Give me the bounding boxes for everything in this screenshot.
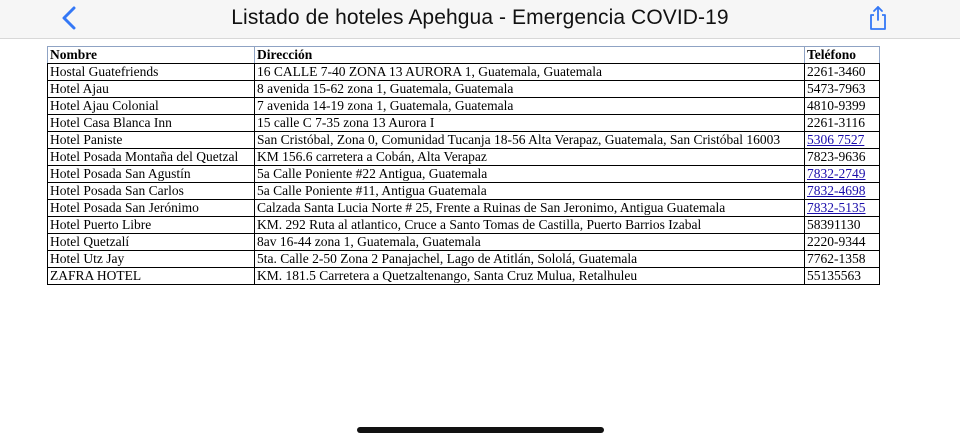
home-indicator[interactable] xyxy=(357,427,604,433)
hotel-address: 15 calle C 7-35 zona 13 Aurora I xyxy=(255,115,805,132)
hotel-table xyxy=(47,46,880,285)
hotel-phone: 58391130 xyxy=(805,217,880,234)
hotel-name: ZAFRA HOTEL xyxy=(48,268,255,285)
hotel-address: KM. 292 Ruta al atlantico, Cruce a Santo Tomas de Castilla, Puerto Barrios Izabal xyxy=(255,217,805,234)
hotel-address: 5a Calle Poniente #11, Antigua Guatemala xyxy=(255,183,805,200)
header-phone: Teléfono xyxy=(805,47,880,64)
hotel-name: Hotel Puerto Libre xyxy=(48,217,255,234)
table-body xyxy=(48,64,880,285)
hotel-phone: 2261-3116 xyxy=(805,115,880,132)
hotel-name: Hotel Paniste xyxy=(48,132,255,149)
hotel-phone: 2261-3460 xyxy=(805,64,880,81)
navigation-bar xyxy=(0,0,960,39)
table-row xyxy=(48,98,880,115)
hotel-phone-cell xyxy=(805,200,880,217)
table-row xyxy=(48,251,880,268)
hotel-address: San Cristóbal, Zona 0, Comunidad Tucanja 18-56 Alta Verapaz, Guatemala, San Cristóbal 16003 xyxy=(255,132,805,149)
hotel-address: 16 CALLE 7-40 ZONA 13 AURORA 1, Guatemala, Guatemala xyxy=(255,64,805,81)
hotel-address: 5a Calle Poniente #22 Antigua, Guatemala xyxy=(255,166,805,183)
hotel-phone: 2220-9344 xyxy=(805,234,880,251)
table-row xyxy=(48,200,880,217)
table-row xyxy=(48,115,880,132)
header-address: Dirección xyxy=(255,47,805,64)
phone-link[interactable]: 7832-5135 xyxy=(807,200,866,215)
table-row xyxy=(48,149,880,166)
table-row xyxy=(48,268,880,285)
hotel-phone: 7762-1358 xyxy=(805,251,880,268)
phone-link[interactable]: 7832-2749 xyxy=(807,166,866,181)
table-row xyxy=(48,81,880,98)
table-header xyxy=(48,47,880,64)
hotel-name: Hotel Quetzalí xyxy=(48,234,255,251)
hotel-name: Hotel Posada San Carlos xyxy=(48,183,255,200)
hotel-name: Hostal Guatefriends xyxy=(48,64,255,81)
hotel-address: KM. 181.5 Carretera a Quetzaltenango, Santa Cruz Mulua, Retalhuleu xyxy=(255,268,805,285)
hotel-address: 8av 16-44 zona 1, Guatemala, Guatemala xyxy=(255,234,805,251)
table-row xyxy=(48,217,880,234)
page-title: Listado de hoteles Apehgua - Emergencia COVID-19 xyxy=(231,6,729,29)
hotel-name: Hotel Ajau Colonial xyxy=(48,98,255,115)
hotel-name: Hotel Ajau xyxy=(48,81,255,98)
hotel-phone: 4810-9399 xyxy=(805,98,880,115)
hotel-address: 8 avenida 15-62 zona 1, Guatemala, Guatemala xyxy=(255,81,805,98)
table-row xyxy=(48,166,880,183)
hotel-name: Hotel Posada Montaña del Quetzal xyxy=(48,149,255,166)
hotel-phone: 5473-7963 xyxy=(805,81,880,98)
header-name: Nombre xyxy=(48,47,255,64)
hotel-name: Hotel Casa Blanca Inn xyxy=(48,115,255,132)
table-row xyxy=(48,132,880,149)
hotel-name: Hotel Posada San Jerónimo xyxy=(48,200,255,217)
hotel-address: 7 avenida 14-19 zona 1, Guatemala, Guatemala xyxy=(255,98,805,115)
hotel-phone-cell xyxy=(805,183,880,200)
hotel-phone-cell xyxy=(805,166,880,183)
table-row xyxy=(48,234,880,251)
hotel-phone: 55135563 xyxy=(805,268,880,285)
hotel-name: Hotel Utz Jay xyxy=(48,251,255,268)
hotel-name: Hotel Posada San Agustín xyxy=(48,166,255,183)
table-row xyxy=(48,64,880,81)
hotel-phone: 7823-9636 xyxy=(805,149,880,166)
share-icon xyxy=(868,5,888,31)
phone-link[interactable]: 5306 7527 xyxy=(807,132,865,147)
header-row xyxy=(48,47,880,64)
hotel-address: Calzada Santa Lucia Norte # 25, Frente a Ruinas de San Jeronimo, Antigua Guatemala xyxy=(255,200,805,217)
hotel-address: KM 156.6 carretera a Cobán, Alta Verapaz xyxy=(255,149,805,166)
phone-link[interactable]: 7832-4698 xyxy=(807,183,866,198)
hotel-address: 5ta. Calle 2-50 Zona 2 Panajachel, Lago de Atitlán, Sololá, Guatemala xyxy=(255,251,805,268)
table-row xyxy=(48,183,880,200)
share-button[interactable] xyxy=(864,4,892,32)
hotel-phone-cell xyxy=(805,132,880,149)
